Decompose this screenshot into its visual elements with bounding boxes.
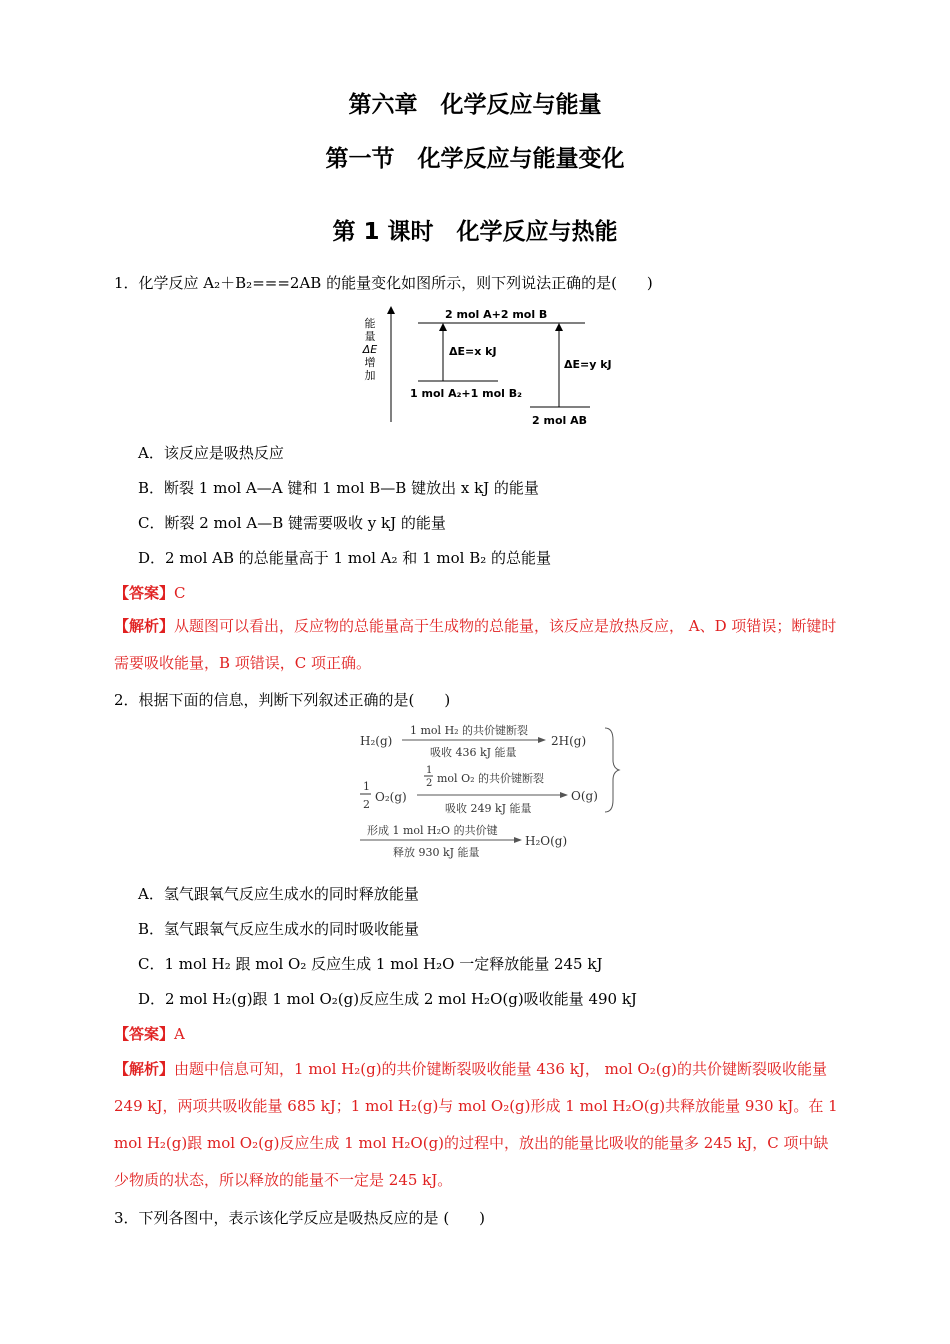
bottom-level-label: 2 mol AB [532,414,587,427]
row2-right: O(g) [571,789,598,803]
q2-option-d: D．2 mol H₂(g)跟 1 mol O₂(g)反应生成 2 mol H₂O(g)吸收能量 490 kJ [138,990,637,1008]
axis-label-1: 能 [364,317,376,330]
section-title: 第一节 化学反应与能量变化 [325,146,625,172]
q1-answer-label: 【答案】 [114,584,175,602]
row2-top-frac-num: 1 [426,765,433,776]
q1-analysis-label: 【解析】 [114,617,175,635]
q2-answer [114,1024,185,1044]
delta-x-label: ΔE=x kJ [449,345,497,358]
question-2-stem: 2．根据下面的信息，判断下列叙述正确的是( ) [114,691,451,709]
row2-left: O₂(g) [375,790,407,804]
q1-answer [114,583,186,603]
axis-label-2: 量 [364,330,376,343]
q1-option-b: B．断裂 1 mol A—A 键和 1 mol B—B 键放出 x kJ 的能量 [138,479,539,497]
row2-bottom: 吸收 249 kJ 能量 [445,802,532,815]
q2-answer-value: A [174,1025,185,1043]
row3-bottom: 释放 930 kJ 能量 [393,846,480,859]
row2-top: mol O₂ 的共价键断裂 [437,772,544,785]
mid-level-label: 1 mol A₂+1 mol B₂ [410,387,522,400]
axis-label-3: ΔE [362,343,378,356]
q2-option-c: C．1 mol H₂ 跟 mol O₂ 反应生成 1 mol H₂O 一定释放能量 245 kJ [138,955,603,973]
q2-analysis-label: 【解析】 [114,1060,175,1078]
q2-option-a: A．氢气跟氧气反应生成水的同时释放能量 [138,885,419,903]
q1-analysis-text: 从题图可以看出，反应物的总能量高于生成物的总能量，该反应是放热反应， A、D 项错误；断键时需要吸收能量，B 项错误，C 项正确。 [114,617,837,672]
row2-top-frac-den: 2 [426,778,433,789]
q2-analysis [114,1051,839,1199]
row2-frac-den: 2 [363,798,370,811]
question-3-stem: 3．下列各图中，表示该化学反应是吸热反应的是 ( ) [114,1209,486,1227]
row1-right: 2H(g) [551,734,587,748]
axis-label-5: 加 [364,369,376,382]
q2-answer-label: 【答案】 [114,1025,175,1043]
delta-y-label: ΔE=y kJ [564,358,612,371]
q1-option-d: D．2 mol AB 的总能量高于 1 mol A₂ 和 1 mol B₂ 的总能量 [138,549,551,567]
row1-left: H₂(g) [360,734,393,748]
axis-label-4: 增 [364,356,376,369]
row3-top: 形成 1 mol H₂O 的共价键 [367,824,498,837]
row3-right: H₂O(g) [525,834,568,848]
q1-option-a: A．该反应是吸热反应 [138,444,284,462]
question-1-stem: 1．化学反应 A₂＋B₂===2AB 的能量变化如图所示，则下列说法正确的是( ) [114,274,653,292]
q1-analysis [114,608,839,682]
energy-level-diagram [360,300,612,430]
lesson-title: 第 1 课时 化学反应与热能 [332,219,618,245]
top-level-label: 2 mol A+2 mol B [445,308,548,321]
row1-bottom: 吸收 436 kJ 能量 [430,746,517,759]
q1-answer-value: C [174,584,186,602]
chapter-title: 第六章 化学反应与能量 [348,92,602,118]
q2-option-b: B．氢气跟氧气反应生成水的同时吸收能量 [138,920,420,938]
row2-frac-num: 1 [363,780,370,793]
q1-option-c: C．断裂 2 mol A—B 键需要吸收 y kJ 的能量 [138,514,446,532]
row1-top: 1 mol H₂ 的共价键断裂 [410,724,529,737]
q2-analysis-text: 由题中信息可知，1 mol H₂(g)的共价键断裂吸收能量 436 kJ， mol O₂(g)的共价键断裂吸收能量 249 kJ，两项共吸收能量 685 kJ；1 mol H₂(g)与 mol O₂(g)形成 1 mol H₂O(g)共释放能量 930 kJ。在 1 mol H₂(g)跟 mol O₂(g)反应生成 1 mol H₂O(g)的过程中，放出的能量比吸收的能量多 245 kJ，C 项中缺少物质的状态，所以释放的能量不一定是 245 kJ。 [114,1060,838,1189]
bond-energy-diagram [355,718,625,864]
right-brace [605,728,619,812]
